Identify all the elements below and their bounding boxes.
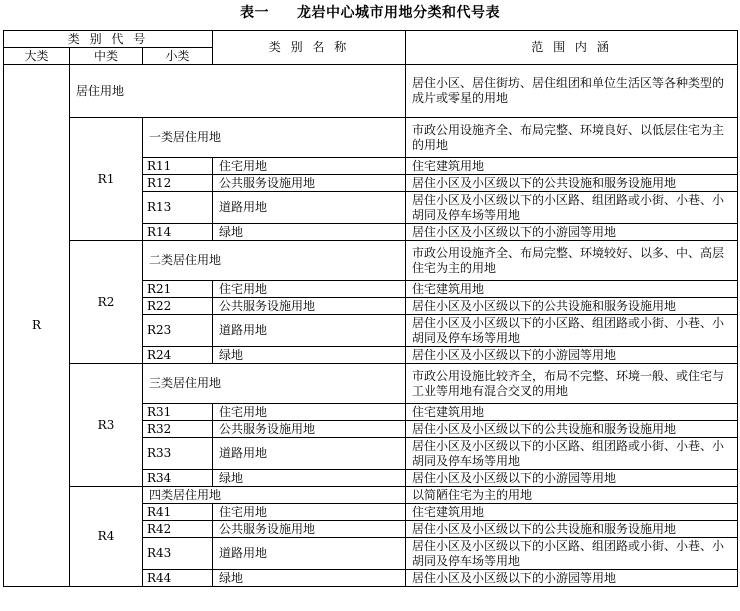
table-title [0, 0, 740, 30]
table-number: 表一 [240, 5, 269, 21]
item-name: 道路用地 [213, 315, 406, 347]
major-name: 居住用地 [70, 65, 406, 118]
item-desc: 住宅建筑用地 [406, 404, 738, 421]
group-name: 三类居住用地 [143, 364, 406, 404]
group-code: R4 [70, 487, 143, 587]
group-row [4, 241, 738, 281]
item-code: R23 [143, 315, 213, 347]
header-middle: 中类 [70, 48, 143, 65]
item-code: R11 [143, 158, 213, 175]
group-desc: 市政公用设施齐全、布局完整、环境较好、以多、中、高层住宅为主的用地 [406, 241, 738, 281]
item-code: R21 [143, 281, 213, 298]
item-code: R44 [143, 570, 213, 587]
item-code: R43 [143, 538, 213, 570]
group-desc: 市政公用设施齐全、布局完整、环境良好、以低层住宅为主的用地 [406, 118, 738, 158]
item-code: R33 [143, 438, 213, 470]
group-desc: 市政公用设施比较齐全，布局不完整、环境一般、或住宅与工业等用地有混合交叉的用地 [406, 364, 738, 404]
header-code-group: 类 别 代 号 [4, 31, 213, 48]
item-name: 住宅用地 [213, 281, 406, 298]
item-name: 道路用地 [213, 192, 406, 224]
land-use-classification-table [3, 30, 738, 587]
item-desc: 居住小区及小区级以下的公共设施和服务设施用地 [406, 521, 738, 538]
item-desc: 住宅建筑用地 [406, 504, 738, 521]
item-code: R12 [143, 175, 213, 192]
item-name: 公共服务设施用地 [213, 298, 406, 315]
item-name: 绿地 [213, 470, 406, 487]
item-desc: 居住小区及小区级以下的小区路、组团路或小街、小巷、小胡同及停车场等用地 [406, 192, 738, 224]
item-desc: 居住小区及小区级以下的小区路、组团路或小街、小巷、小胡同及停车场等用地 [406, 538, 738, 570]
item-desc: 居住小区及小区级以下的小游园等用地 [406, 470, 738, 487]
item-code: R14 [143, 224, 213, 241]
item-code: R34 [143, 470, 213, 487]
item-name: 住宅用地 [213, 158, 406, 175]
group-desc: 以简陋住宅为主的用地 [406, 487, 738, 504]
item-name: 公共服务设施用地 [213, 521, 406, 538]
item-desc: 居住小区及小区级以下的小游园等用地 [406, 570, 738, 587]
major-row [4, 65, 738, 118]
item-desc: 住宅建筑用地 [406, 281, 738, 298]
header-row [4, 31, 738, 48]
item-code: R31 [143, 404, 213, 421]
header-scope: 范 围 内 涵 [406, 31, 738, 65]
major-code: R [4, 65, 70, 587]
item-desc: 居住小区及小区级以下的小区路、组团路或小街、小巷、小胡同及停车场等用地 [406, 438, 738, 470]
item-code: R32 [143, 421, 213, 438]
item-code: R24 [143, 347, 213, 364]
item-name: 道路用地 [213, 438, 406, 470]
header-minor: 小类 [143, 48, 213, 65]
group-row [4, 364, 738, 404]
item-name: 绿地 [213, 347, 406, 364]
group-row [4, 118, 738, 158]
item-name: 绿地 [213, 570, 406, 587]
item-desc: 住宅建筑用地 [406, 158, 738, 175]
item-desc: 居住小区及小区级以下的小区路、组团路或小街、小巷、小胡同及停车场等用地 [406, 315, 738, 347]
item-code: R13 [143, 192, 213, 224]
major-desc: 居住小区、居住街坊、居住组团和单位生活区等各种类型的成片或零星的用地 [406, 65, 738, 118]
table-name: 龙岩中心城市用地分类和代号表 [297, 5, 500, 21]
group-name: 一类居住用地 [143, 118, 406, 158]
group-code: R3 [70, 364, 143, 487]
item-code: R22 [143, 298, 213, 315]
item-name: 公共服务设施用地 [213, 421, 406, 438]
group-code: R1 [70, 118, 143, 241]
item-desc: 居住小区及小区级以下的公共设施和服务设施用地 [406, 421, 738, 438]
item-desc: 居住小区及小区级以下的小游园等用地 [406, 347, 738, 364]
table-body [4, 31, 738, 587]
group-row [4, 487, 738, 504]
item-name: 公共服务设施用地 [213, 175, 406, 192]
item-name: 绿地 [213, 224, 406, 241]
item-code: R41 [143, 504, 213, 521]
group-name: 二类居住用地 [143, 241, 406, 281]
item-name: 住宅用地 [213, 504, 406, 521]
item-desc: 居住小区及小区级以下的公共设施和服务设施用地 [406, 175, 738, 192]
header-major: 大类 [4, 48, 70, 65]
item-name: 道路用地 [213, 538, 406, 570]
item-desc: 居住小区及小区级以下的小游园等用地 [406, 224, 738, 241]
item-code: R42 [143, 521, 213, 538]
group-name: 四类居住用地 [143, 487, 406, 504]
item-name: 住宅用地 [213, 404, 406, 421]
header-name: 类 别 名 称 [213, 31, 406, 65]
group-code: R2 [70, 241, 143, 364]
item-desc: 居住小区及小区级以下的公共设施和服务设施用地 [406, 298, 738, 315]
